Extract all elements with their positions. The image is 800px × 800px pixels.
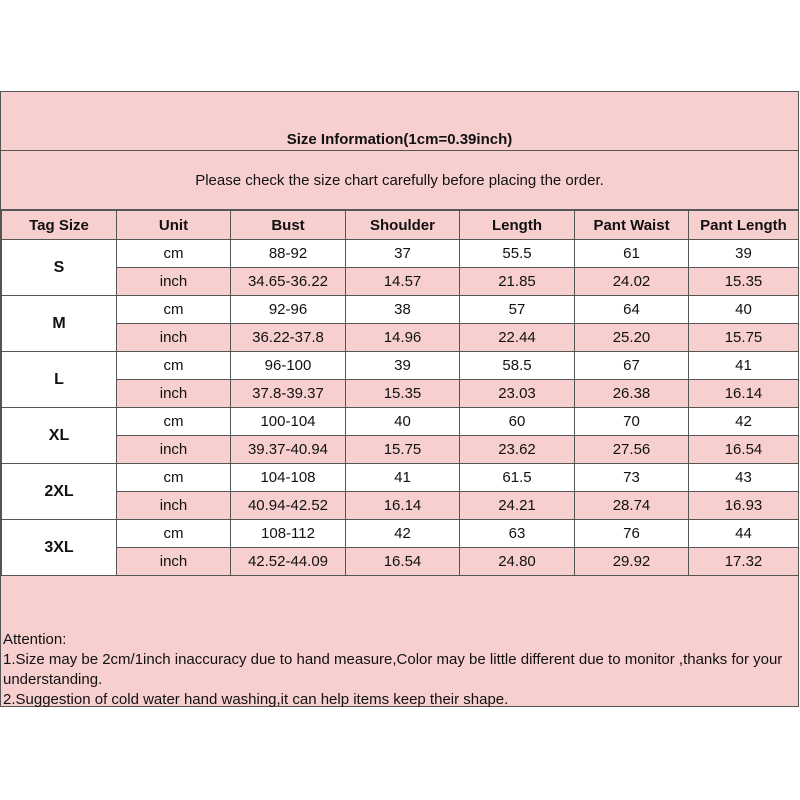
attention-line-1: 1.Size may be 2cm/1inch inaccuracy due to hand measure,Color may be little different due to monitor ,thanks for your understanding.	[3, 651, 783, 688]
table-row	[2, 492, 799, 520]
table-cell: 108-112	[231, 520, 346, 548]
table-cell: 39.37-40.94	[231, 436, 346, 464]
table-cell: 60	[460, 408, 575, 436]
table-header-row	[2, 211, 799, 240]
table-cell: 16.14	[689, 380, 799, 408]
table-cell: cm	[117, 408, 231, 436]
size-chart-frame	[0, 91, 799, 707]
table-cell: 61	[575, 240, 689, 268]
table-cell: 23.62	[460, 436, 575, 464]
table-cell: 42.52-44.09	[231, 548, 346, 576]
table-cell: 39	[346, 352, 460, 380]
table-cell: 34.65-36.22	[231, 268, 346, 296]
table-cell: 14.96	[346, 324, 460, 352]
table-cell: 42	[689, 408, 799, 436]
column-header: Shoulder	[346, 211, 460, 240]
table-cell: 64	[575, 296, 689, 324]
table-cell: 21.85	[460, 268, 575, 296]
table-cell: inch	[117, 380, 231, 408]
tag-size-cell: XL	[2, 408, 117, 464]
table-cell: 17.32	[689, 548, 799, 576]
tag-size-cell: 2XL	[2, 464, 117, 520]
tag-size-cell: L	[2, 352, 117, 408]
table-cell: inch	[117, 436, 231, 464]
table-cell: cm	[117, 464, 231, 492]
table-row	[2, 380, 799, 408]
page-subtitle: Please check the size chart carefully before placing the order.	[1, 151, 798, 210]
table-cell: 36.22-37.8	[231, 324, 346, 352]
table-row	[2, 464, 799, 492]
table-cell: 96-100	[231, 352, 346, 380]
table-cell: 15.35	[689, 268, 799, 296]
table-cell: 25.20	[575, 324, 689, 352]
table-cell: 14.57	[346, 268, 460, 296]
tag-size-cell: M	[2, 296, 117, 352]
table-cell: 42	[346, 520, 460, 548]
page-title: Size Information(1cm=0.39inch)	[1, 92, 798, 151]
attention-heading: Attention:	[3, 631, 67, 648]
table-cell: 16.54	[689, 436, 799, 464]
table-cell: 63	[460, 520, 575, 548]
table-cell: 15.75	[346, 436, 460, 464]
attention-notes	[3, 630, 793, 710]
table-row	[2, 296, 799, 324]
table-cell: cm	[117, 296, 231, 324]
table-cell: 24.02	[575, 268, 689, 296]
tag-size-cell: S	[2, 240, 117, 296]
table-cell: 40.94-42.52	[231, 492, 346, 520]
table-cell: 16.54	[346, 548, 460, 576]
table-row	[2, 268, 799, 296]
table-cell: 55.5	[460, 240, 575, 268]
attention-line-2: 2.Suggestion of cold water hand washing,it can help items keep their shape.	[3, 691, 509, 708]
table-cell: 15.75	[689, 324, 799, 352]
table-row	[2, 240, 799, 268]
table-cell: 24.21	[460, 492, 575, 520]
column-header: Unit	[117, 211, 231, 240]
table-cell: 39	[689, 240, 799, 268]
table-row	[2, 408, 799, 436]
table-cell: 37	[346, 240, 460, 268]
table-cell: 41	[689, 352, 799, 380]
table-cell: inch	[117, 324, 231, 352]
table-cell: 38	[346, 296, 460, 324]
table-cell: 100-104	[231, 408, 346, 436]
spacer	[1, 591, 798, 631]
table-cell: 28.74	[575, 492, 689, 520]
table-cell: 40	[689, 296, 799, 324]
table-row	[2, 520, 799, 548]
table-row	[2, 352, 799, 380]
table-cell: 24.80	[460, 548, 575, 576]
tag-size-cell: 3XL	[2, 520, 117, 576]
table-cell: 76	[575, 520, 689, 548]
column-header: Bust	[231, 211, 346, 240]
table-cell: 22.44	[460, 324, 575, 352]
column-header: Pant Length	[689, 211, 799, 240]
table-cell: 92-96	[231, 296, 346, 324]
column-header: Tag Size	[2, 211, 117, 240]
table-cell: 88-92	[231, 240, 346, 268]
table-row	[2, 548, 799, 576]
table-cell: 61.5	[460, 464, 575, 492]
table-cell: 15.35	[346, 380, 460, 408]
table-cell: 43	[689, 464, 799, 492]
table-cell: 44	[689, 520, 799, 548]
column-header: Length	[460, 211, 575, 240]
table-cell: 27.56	[575, 436, 689, 464]
table-cell: 70	[575, 408, 689, 436]
table-cell: cm	[117, 352, 231, 380]
table-cell: 23.03	[460, 380, 575, 408]
table-row	[2, 324, 799, 352]
table-cell: 57	[460, 296, 575, 324]
table-cell: 104-108	[231, 464, 346, 492]
size-table	[1, 210, 799, 576]
table-cell: 73	[575, 464, 689, 492]
table-cell: 29.92	[575, 548, 689, 576]
table-cell: 16.14	[346, 492, 460, 520]
table-cell: inch	[117, 492, 231, 520]
table-cell: 16.93	[689, 492, 799, 520]
table-body	[2, 240, 799, 576]
table-cell: 58.5	[460, 352, 575, 380]
column-header: Pant Waist	[575, 211, 689, 240]
table-cell: cm	[117, 240, 231, 268]
table-cell: 67	[575, 352, 689, 380]
table-cell: 26.38	[575, 380, 689, 408]
table-row	[2, 436, 799, 464]
table-cell: 41	[346, 464, 460, 492]
table-cell: 40	[346, 408, 460, 436]
table-cell: 37.8-39.37	[231, 380, 346, 408]
table-cell: inch	[117, 548, 231, 576]
table-cell: inch	[117, 268, 231, 296]
table-cell: cm	[117, 520, 231, 548]
